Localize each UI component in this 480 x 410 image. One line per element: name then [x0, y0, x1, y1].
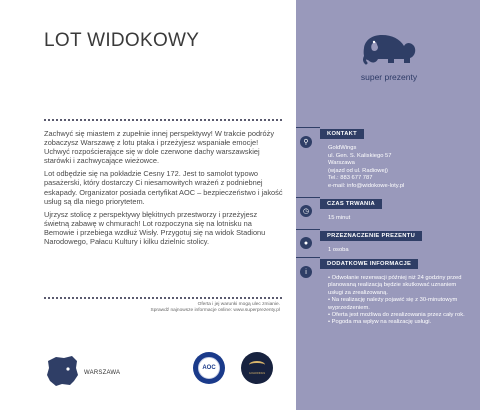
recipients-value: 1 osoba [328, 247, 349, 253]
page-title: LOT WIDOKOWY [44, 30, 200, 51]
contact-line: GoldWings [328, 145, 357, 151]
contact-phone: Tel.: 883 677 787 [328, 175, 373, 182]
elephant-logo-icon [354, 30, 424, 70]
info-icon: i [300, 266, 312, 278]
list-item: • Oferta jest możliwa do zrealizowania przez cały rok. [328, 312, 470, 319]
additional-info-heading: DODATKOWE INFORMACJE [320, 259, 418, 269]
info-sidebar [296, 0, 480, 410]
additional-info-list [320, 275, 470, 327]
contact-email: e-mail: info@widokowe-loty.pl [328, 182, 405, 189]
description-paragraph: Ujrzysz stolicę z perspektywy błękitnych przestworzy i przeżyjesz świetną zabawę w chmurach! Lot rozpoczyna się na lotnisku na Bemowie i przebiega wzdłuż Wisły. Przygotuj się na widok Stadionu Narodowego, Pałacu Kultury i kilku dzielnic stolicy. [44, 209, 266, 247]
location-pin-icon: ⚲ [300, 136, 312, 148]
duration-value: 15 minut [328, 215, 351, 221]
poland-map-icon [44, 353, 80, 389]
description-paragraph: Zachwyć się miastem z zupełnie innej perspektywy! W trakcie podróży zobaczysz Warszawę z lotu ptaka i przeżyjesz wspaniałe emocje! Uchwyć rozpościerające się w dole czerwone dachy warszawskiej starówki i zachwycające wieżowce. [44, 129, 275, 166]
contact-line: (wjazd od ul. Radiowej) [328, 167, 388, 174]
footer-note [50, 302, 280, 315]
description [44, 129, 284, 250]
contact-line: ul. Gen. S. Kaliskiego 57 [328, 152, 392, 159]
duration-section [302, 192, 470, 223]
contact-line: Warszawa [328, 160, 355, 167]
wings-icon [249, 361, 265, 369]
recipients-section [303, 224, 470, 255]
list-item: • Pogoda ma wpływ na realizację usługi. [328, 319, 470, 326]
additional-info-section [305, 252, 470, 327]
contact-details [320, 145, 470, 191]
footer-note-line: Oferta i jej warunki mogą ulec zmianie. [197, 302, 280, 307]
dotted-divider-top [44, 119, 282, 121]
brand-name: super prezenty [360, 72, 418, 82]
list-item: • Odwołanie rezerwacji później niż 24 godziny przed planowaną realizacją będzie skutkować uznaniem usługi za zrealizowaną. [328, 275, 470, 297]
goldwings-logo [241, 352, 273, 384]
goldwings-logo-text: GOLDWINGS [248, 372, 266, 375]
aoc-badge-text: AOC [198, 357, 220, 379]
contact-heading: KONTAKT [320, 129, 364, 139]
aoc-certificate-badge [193, 352, 225, 384]
recipients-heading: PRZEZNACZENIE PREZENTU [320, 231, 422, 241]
contact-section [303, 122, 470, 191]
dotted-divider-bottom [44, 297, 282, 299]
description-paragraph: Lot odbędzie się na pokładzie Cesny 172. Jest to samolot typowo pasażerski, który dostarczy Ci niesamowitych wrażeń z podniebnej eskapady. Organizator posiada certyfikat AOC – bezpieczeństwo i jakość usług są dla niego priorytetem. [44, 169, 283, 206]
person-icon: ● [300, 237, 312, 249]
duration-heading: CZAS TRWANIA [320, 199, 382, 209]
clock-icon: ◷ [300, 205, 312, 217]
list-item: • Na realizację należy pojawić się z 30-minutowym wyprzedzeniem. [328, 297, 470, 312]
city-label: WARSZAWA [84, 370, 121, 376]
footer-note-line: Sprawdź najnowsze informacje online: www.superprezenty.pl [150, 308, 280, 314]
